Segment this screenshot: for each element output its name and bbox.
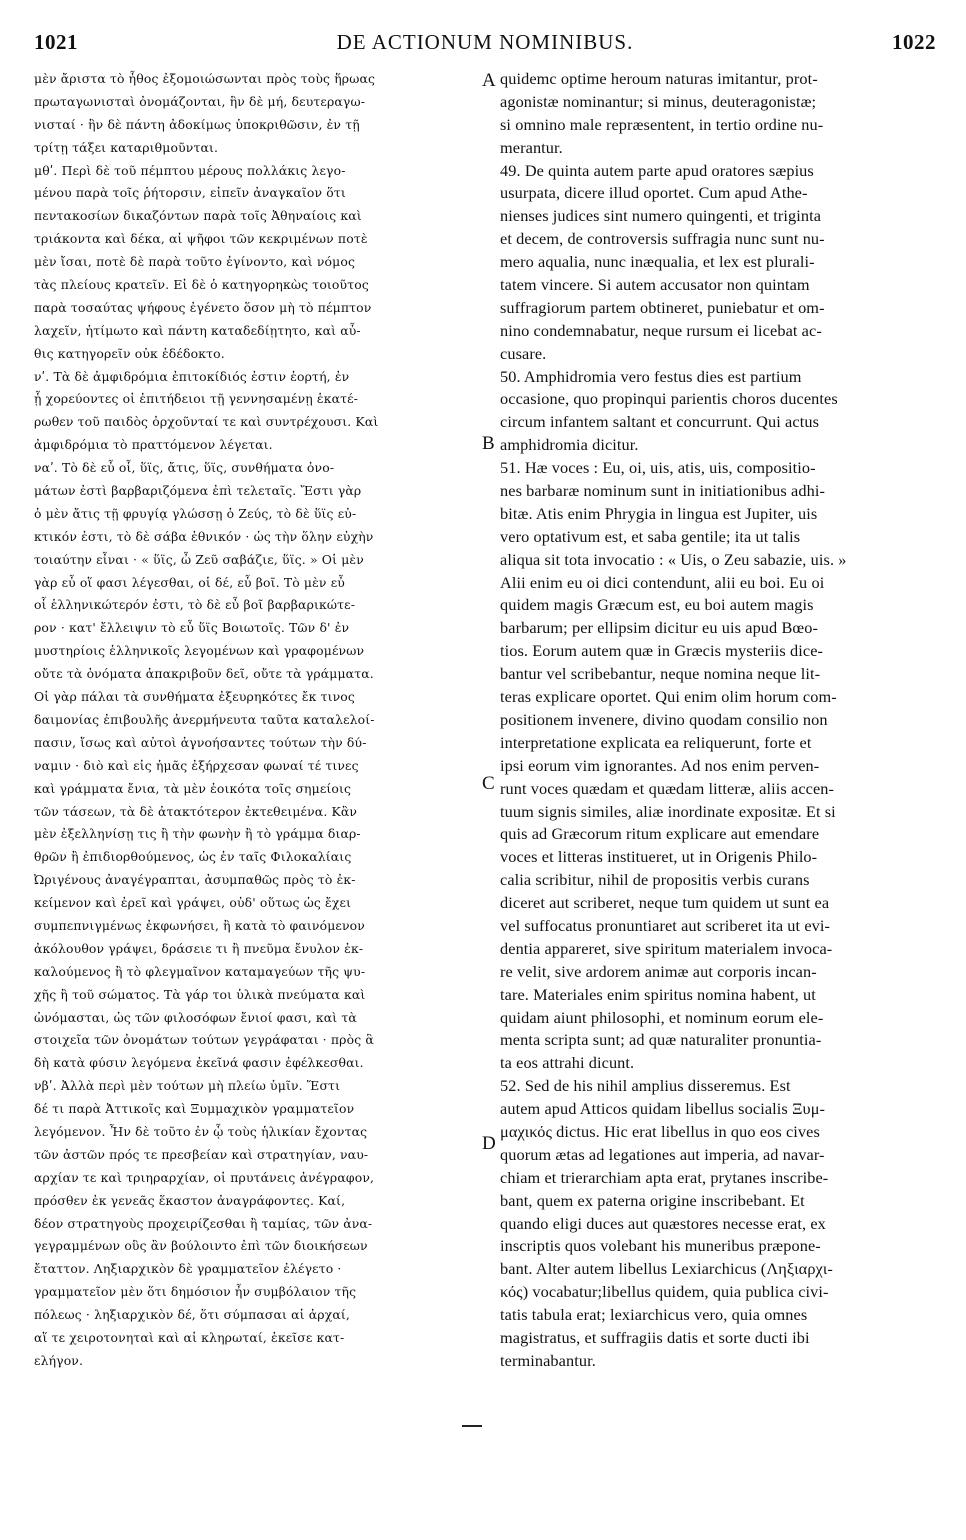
greek-text-line: καλούμενος ἢ τὸ φλεγμαῖνον καταμαγεύων τῆς ψυ- — [34, 963, 366, 979]
page-header — [34, 30, 936, 58]
latin-text-line: 52. Sed de his nihil amplius disseremus. Est — [500, 1076, 791, 1096]
margin-marker-d: D — [482, 1133, 496, 1154]
latin-text-line: tios. Eorum autem quæ in Græcis mysteriis dice- — [500, 641, 824, 661]
latin-text-line: bitæ. Atis enim Phrygia in lingua est Jupiter, uis — [500, 503, 818, 523]
latin-text-line: usurpata, dicere illud oportet. Cum apud Athe- — [500, 183, 808, 203]
greek-text-line: πασιν, ἴσως καὶ αὐτοὶ ἀγνοήσαντες τούτων τὴν δύ- — [34, 734, 367, 750]
greek-text-line: συμπεπνιγμένως ἐκφωνήσει, ἢ κατὰ τὸ φαινόμενον — [34, 917, 365, 933]
latin-text-column — [500, 68, 934, 1373]
latin-text-line: merantur. — [500, 137, 563, 157]
greek-text-line: χῆς ἢ τοῦ σώματος. Τὰ γάρ τοι ὑλικὰ πνεύματα καὶ — [34, 986, 366, 1002]
latin-text-line: κός) vocabatur;libellus quidem, quia publica civi- — [500, 1282, 829, 1302]
greek-text-line: λαχεῖν, ἠτίμωτο καὶ πάντη καταδεδίῃτητο, καὶ αὖ- — [34, 322, 361, 338]
greek-text-line: ρωθεν τοῦ παιδὸς ὀρχοῦνταί τε καὶ συντρέχουσι. Καὶ — [34, 414, 379, 430]
latin-text-line: teras explicare oportet. Qui enim olim horum com- — [500, 687, 837, 707]
latin-text-line: circum infantem saltant et concurrunt. Qui actus — [500, 412, 820, 432]
latin-text-line: quidem magis Græcum est, eu boi autem magis — [500, 595, 814, 615]
greek-text-line: κτικόν ἐστι, τὸ δὲ σάβα ἐθνικόν · ὡς τὴν ὅλην εὐχὴν — [34, 528, 374, 544]
latin-text-line: tare. Materiales enim spiritus nomina habent, ut — [500, 984, 816, 1004]
greek-text-line: οὔτε τὰ ὀνόματα ἀπακριβοῦν δεῖ, οὔτε τὰ γράμματα. — [34, 666, 374, 682]
footer-rule — [462, 1425, 482, 1427]
latin-text-line: tatis tabula erat; lexiarchicus vero, quia omnes — [500, 1305, 808, 1325]
latin-text-line: Alii enim eu oi dici contendunt, alii eu boi. Eu oi — [500, 572, 825, 592]
latin-text-line: quidemc optime heroum naturas imitantur, prot- — [500, 69, 818, 88]
greek-text-line: ἀμφιδρόμια τὸ πραττόμενον λέγεται. — [34, 437, 273, 453]
greek-text-line: γραμματεῖον μὲν ὅτι δημόσιον ἦν συμβόλαιον τῆς — [34, 1284, 357, 1300]
margin-marker-b: B — [482, 433, 495, 454]
greek-text-line: μθʹ. Περὶ δὲ τοῦ πέμπτου μέρους πολλάκις λεγο- — [34, 162, 346, 178]
greek-text-line: τῶν τάσεων, τὰ δὲ ἀτακτότερον ἐκτεθειμένα. Κἂν — [34, 803, 358, 819]
latin-text-line: re velit, sive ardorem animæ aut corporis incan- — [500, 961, 817, 981]
latin-text-line: nienses judices sint numero quingenti, et triginta — [500, 206, 822, 226]
greek-text-line: δαιμονίας ἐπιβουλῆς ἀνερμήνευτα ταῦτα καταλελοί- — [34, 711, 375, 727]
greek-text-line: θρῶν ἢ ἐπιδιορθούμενος, ὡς ἐν ταῖς Φιλοκαλίαις — [34, 849, 352, 865]
greek-text-line: τὰς πλείους κρατεῖν. Εἰ δὲ ὁ κατηγορηκὼς τοιοῦτος — [34, 277, 369, 293]
margin-marker-a: A — [482, 70, 496, 91]
latin-text-line: inscriptis quos volebant his muneribus præpone- — [500, 1236, 821, 1256]
latin-text-line: suffragiorum partem obtineret, puniebatur et om- — [500, 297, 825, 317]
greek-text-line: θις κατηγορεῖν οὐκ ἐδέδοκτο. — [34, 345, 225, 361]
greek-text-line: πρωταγωνισταὶ ὀνομάζονται, ἣν δὲ μή, δευτεραγω- — [34, 93, 366, 109]
greek-text-line: τῶν ἀστῶν πρός τε πρεσβείαν καὶ στρατηγίαν, ναυ- — [34, 1146, 369, 1162]
greek-text-line: μὲν ἄριστα τὸ ἦθος ἐξομοιώσωνται πρὸς τοὺς ἥρωας — [34, 71, 376, 86]
latin-text-line: mero aqualia, nunc inæqualia, et lex est plurali- — [500, 252, 815, 272]
greek-text-line: μὲν ἐξελληνίσῃ τις ἢ τὴν φωνὴν ἢ τὸ γράμμα διαρ- — [34, 826, 361, 842]
greek-text-line: νʹ. Τὰ δὲ ἀμφιδρόμια ἐπιτοκίδιός ἐστιν ἑορτή, ἐν — [34, 368, 350, 384]
left-page-number: 1021 — [34, 30, 78, 54]
latin-text-line: μαχικός dictus. Hic erat libellus in quo eos cives — [500, 1121, 820, 1141]
greek-text-line: μὲν ἴσαι, ποτὲ δὲ παρὰ τοῦτο ἐγίνοντο, καὶ νόμος — [34, 254, 356, 270]
latin-text-line: 50. Amphidromia vero festus dies est partium — [500, 366, 802, 386]
greek-text-column — [34, 68, 482, 1373]
latin-text-line: autem apud Atticos quidam libellus socialis Ξυμ- — [500, 1099, 826, 1119]
greek-text-line: στοιχεῖα τῶν ὀνομάτων τούτων γεγράφαται · πρὸς ἃ — [34, 1032, 374, 1048]
greek-text-line: ᾗ χορεύοντες οἱ ἐπιτήδειοι τῇ γεννησαμένῃ ἑκατέ- — [34, 391, 359, 407]
greek-text-line: δέ τι παρὰ Ἀττικοῖς καὶ Ξυμμαχικὸν γραμματεῖον — [34, 1101, 355, 1117]
greek-text-line: πρόσθεν ἐκ γενεᾶς ἕκαστον ἀναγράφοντες. Καί, — [34, 1192, 346, 1208]
latin-text-line: quando eligi duces aut quæstores necesse erat, ex — [500, 1213, 826, 1233]
latin-text-line: quidam aiunt philosophi, et nominum eorum ele- — [500, 1007, 824, 1027]
greek-text-line: κείμενον καὶ ἐρεῖ καὶ γράψει, οὐδ' οὕτως ὡς ἔχει — [34, 895, 352, 911]
latin-text-line: nino condemnabatur, neque rursum ei licebat ac- — [500, 320, 822, 340]
latin-text-line: bant. Alter autem libellus Lexiarchicus (Ληξιαρχι- — [500, 1259, 833, 1279]
latin-text-line: 49. De quinta autem parte apud oratores sæpius — [500, 160, 814, 180]
greek-text-line: Ὠριγένους ἀναγέγραπται, ἀσυμπαθῶς πρὸς τὸ ἐκ- — [34, 872, 356, 888]
greek-text-line: τοιαύτην εἶναι · « ὕϊς, ὦ Ζεῦ σαβάζιε, ὕϊς. » Οἱ μὲν — [34, 551, 364, 567]
latin-text-line: cusare. — [500, 343, 547, 363]
latin-text-line: ta eos attrahi dicunt. — [500, 1053, 635, 1073]
greek-text-line: δὴ κατὰ φύσιν λεγόμενα ἐκεῖνά φασιν ἐφέλκεσθαι. — [34, 1055, 364, 1071]
latin-text-line: interpretatione explicata ea reliquerunt, forte et — [500, 732, 812, 752]
greek-text-line: μυστηρίοις ἑλληνικοῖς λεγομένων καὶ γραφομένων — [34, 643, 365, 659]
greek-text-line: νισταί · ἣν δὲ πάντη ἀδοκίμως ὑποκριθῶσιν, ἐν τῇ — [34, 116, 360, 132]
greek-text-line: ναʹ. Τὸ δὲ εὖ οἷ, ὕϊς, ἄτις, ὕϊς, συνθήματα ὀνο- — [34, 460, 335, 476]
greek-text-line: λεγόμενον. Ἦν δὲ τοῦτο ἐν ᾧ τοὺς ἡλικίαν ἔχοντας — [34, 1123, 368, 1139]
latin-text-line: occasione, quo propinqui parientis choros ducentes — [500, 389, 838, 409]
greek-text-line: πόλεως · ληξιαρχικὸν δέ, ὅτι σύμπασαι αἱ ἀρχαί, — [34, 1307, 350, 1323]
greek-text-line: μάτων ἐστὶ βαρβαριζόμενα ἐπὶ τελεταῖς. Ἔστι γὰρ — [34, 483, 362, 499]
latin-text-line: bant, quem ex paterna origine inscribebant. Et — [500, 1190, 805, 1210]
greek-text-line: μένου παρὰ τοῖς ῥήτορσιν, εἰπεῖν ἀναγκαῖον ὅτι — [34, 185, 346, 201]
latin-text-line: menta scripta sunt; ad quæ naturaliter pronuntia- — [500, 1030, 822, 1050]
greek-text-line: ὁ μὲν ἄτις τῇ φρυγίᾳ γλώσσῃ ὁ Ζεύς, τὸ δὲ ὕϊς εὐ- — [34, 505, 357, 521]
greek-text-line: νβʹ. Ἀλλὰ περὶ μὲν τούτων μὴ πλείω ὑμῖν. Ἔστι — [34, 1078, 341, 1094]
greek-text-line: ὠνόμασται, ὡς τῶν φιλοσόφων ἔνιοί φασι, καὶ τὰ — [34, 1009, 357, 1025]
latin-text-line: tuum signis similes, aliæ inordinate expositæ. Et si — [500, 801, 836, 821]
greek-text-line: παρὰ τοσαύτας ψήφους ἐγένετο ὅσον μὴ τὸ πέμπτον — [34, 299, 372, 315]
latin-text-line: aliqua sit tota invocatio : « Uis, o Zeu sabazie, uis. » — [500, 549, 847, 569]
greek-text-line: ελήγον. — [34, 1352, 84, 1368]
latin-text-line: runt voces quædam et quædam litteræ, aliis accen- — [500, 778, 835, 798]
latin-text-line: barbarum; per ellipsim dicitur eu uis apud Bœo- — [500, 618, 819, 638]
latin-text-line: vero optativum est, et saba gentile; ita ut talis — [500, 526, 801, 546]
latin-text-line: nes barbaræ nominum sunt in initiationibus adhi- — [500, 481, 825, 501]
latin-text-line: si omnino male repræsentent, in tertio ordine nu- — [500, 114, 824, 134]
greek-text-line: γὰρ εὖ οἵ φασι λέγεσθαι, οἱ δέ, εὖ βοῖ. Τὸ μὲν εὖ — [34, 574, 345, 590]
running-title: DE ACTIONUM NOMINIBUS. — [336, 30, 634, 54]
greek-text-line: πεντακοσίων δικαζόντων παρὰ τοῖς Ἀθηναίοις καὶ — [34, 208, 362, 224]
latin-text-line: amphidromia dicitur. — [500, 435, 639, 455]
latin-text-line: terminabantur. — [500, 1350, 596, 1370]
latin-text-line: voces et litteras institueret, ut in Origenis Philo- — [500, 847, 818, 867]
latin-text-line: tatem vincere. Si autem accusator non quintam — [500, 275, 810, 295]
latin-text-line: 51. Hæ voces : Eu, oi, uis, atis, uis, compositio- — [500, 458, 816, 478]
greek-text-line: ἀκόλουθον γράψει, δράσειε τι ἢ πνεῦμα ἔνυλον ἐκ- — [34, 940, 364, 956]
latin-text-line: et decem, de controversis suffragia nunc sunt nu- — [500, 229, 825, 249]
greek-text-line: οἷ ἑλληνικώτερόν ἐστι, τὸ δὲ εὖ βοῖ βαρβαρικώτε- — [34, 597, 356, 613]
greek-text-line: τρίτῃ τάξει καταριθμοῦνται. — [34, 139, 219, 155]
greek-text-line: Οἱ γὰρ πάλαι τὰ συνθήματα ἐξευρηκότες ἔκ τινος — [34, 689, 355, 705]
right-page-number: 1022 — [892, 30, 936, 54]
greek-text-line: αἵ τε χειροτονηταὶ καὶ αἱ κληρωταί, ἐκεῖσε κατ- — [34, 1329, 345, 1345]
latin-text-line: dentia appareret, sive spiritum materialem invoca- — [500, 938, 833, 958]
greek-text-line: τριάκοντα καὶ δέκα, αἱ ψῆφοι τῶν κεκριμένων ποτὲ — [34, 231, 368, 247]
latin-text-line: calia scribitur, nihil de propositis verbis curans — [500, 870, 810, 890]
greek-text-line: ναμιν · διὸ καὶ εἰς ἡμᾶς ἐξήρχεσαν φωναί τέ τινες — [34, 757, 359, 773]
latin-text-line: agonistæ nominantur; si minus, deuteragonistæ; — [500, 91, 817, 111]
latin-text-line: vel suffocatus pronuntiaret aut scriberet ita ut evi- — [500, 915, 831, 935]
greek-text-line: αρχίαν τε καὶ τριηραρχίαν, οἱ πρυτάνεις ἀνέγραφον, — [34, 1169, 375, 1185]
latin-text-line: quorum ætas ad legationes aut imperia, ad navar- — [500, 1144, 825, 1164]
latin-text-line: ipsi eorum vim ignorantes. Ad nos enim perven- — [500, 755, 820, 775]
latin-text-line: diceret aut scriberet, neque tum quidem ut sunt ea — [500, 893, 830, 913]
greek-text-line: ἔταττον. Ληξιαρχικὸν δὲ γραμματεῖον ἐλέγετο · — [34, 1261, 342, 1277]
margin-marker-c: C — [482, 773, 495, 794]
greek-text-line: γεγραμμένων οὓς ἂν βούλοιντο ἐπὶ τῶν διοικήσεων — [34, 1238, 368, 1254]
latin-text-line: quis ad Græcorum ritum explicare aut emendare — [500, 824, 820, 844]
greek-text-line: ρον · κατ' ἔλλειψιν τὸ εὖ ὕϊς Βοιωτοῖς. Τῶν δ' ἐν — [34, 620, 350, 636]
latin-text-line: chiam et trierarchiam apta erat, prytanes inscribe- — [500, 1167, 829, 1187]
latin-text-line: bantur vel scribebantur, neque nomina neque lit- — [500, 664, 821, 684]
latin-text-line: magistratus, et suffragiis datis et sorte ducti ibi — [500, 1327, 810, 1347]
greek-text-line: καὶ γράμματα ἔνια, τὰ μὲν ἐοικότα τοῖς σημείοις — [34, 780, 352, 796]
greek-text-line: δέον στρατηγοὺς προχειρίζεσθαι ἢ ταμίας, τῶν ἀνα- — [34, 1215, 373, 1231]
latin-text-line: positionem invenere, divino quodam consilio non — [500, 709, 828, 729]
